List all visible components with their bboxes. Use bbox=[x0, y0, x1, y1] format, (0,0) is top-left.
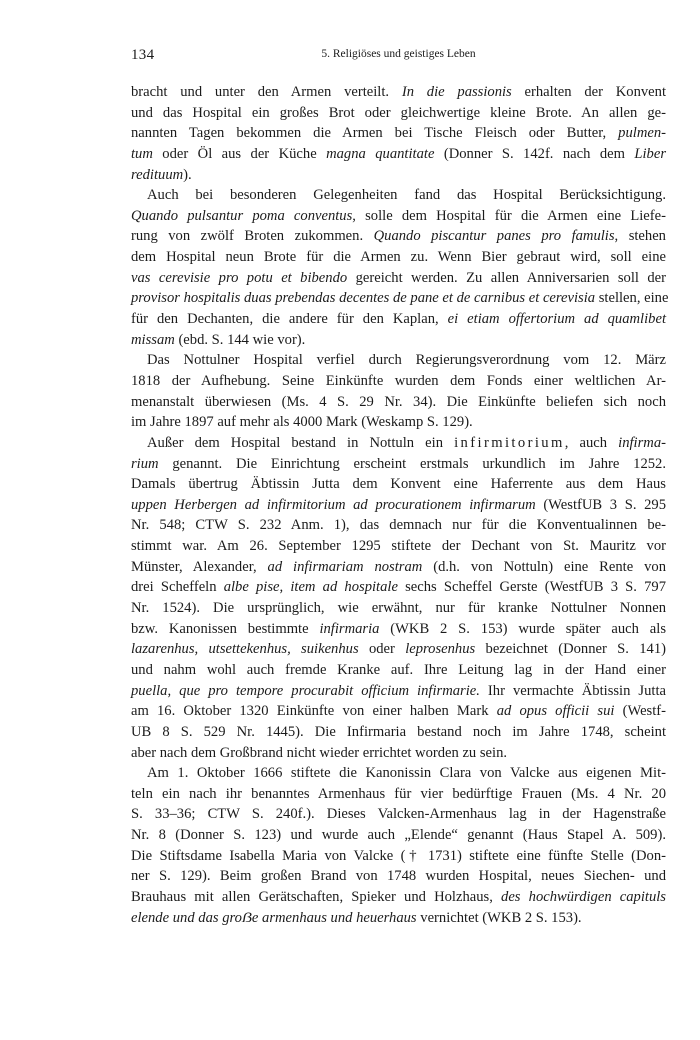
latin-phrase: tum bbox=[131, 145, 153, 162]
text-segment: Am 1. Oktober 1666 stiftete die Kanonissin Clara von Valcke aus eigenen Mit- bbox=[147, 765, 666, 782]
latin-phrase: puella, que pro tempore procurabit officium infirmarie. bbox=[131, 682, 480, 699]
latin-phrase: elende und das groẞe armenhaus und heuerhaus bbox=[131, 909, 417, 926]
text-line bbox=[131, 701, 666, 722]
text-line bbox=[131, 288, 669, 309]
text-segment: Nr. 548; CTW S. 232 Anm. 1), das demnach nur für die Konventualinnen be- bbox=[131, 517, 666, 534]
latin-phrase: magna quantitate bbox=[326, 145, 435, 162]
text-segment: S. 33–36; CTW S. 240f.). Dieses Valcken-Armenhaus lag in der Hagenstraße bbox=[131, 806, 666, 823]
text-segment: Nr. 1524). Die ursprünglich, wie erwähnt, nur für kranke Nottulner Nonnen bbox=[131, 600, 666, 617]
text-segment: , solle dem Hospital für die Armen eine Liefe- bbox=[352, 207, 666, 224]
text-segment: Münster, Alexander, bbox=[131, 558, 268, 575]
text-segment: oder bbox=[358, 641, 406, 658]
text-line bbox=[131, 268, 666, 289]
text-line bbox=[131, 330, 666, 351]
text-segment: 1818 der Aufhebung. Seine Einkünfte wurden dem Fonds einer weltlichen Ar- bbox=[131, 372, 666, 389]
body-text bbox=[131, 82, 669, 928]
text-line bbox=[131, 454, 666, 475]
text-segment: rung von zwölf Broten zukommen. bbox=[131, 228, 374, 245]
text-segment: Auch bei besonderen Gelegenheiten fand das Hospital Berücksichtigung. bbox=[147, 187, 666, 204]
text-segment: gereicht werden. Zu allen Anniversarien soll der bbox=[347, 269, 666, 286]
text-line bbox=[131, 103, 666, 124]
text-segment: (WestfUB 3 S. 295 bbox=[535, 496, 666, 513]
text-line bbox=[131, 433, 666, 454]
text-line bbox=[131, 412, 666, 433]
latin-phrase: pulmen- bbox=[618, 125, 666, 142]
text-segment: teln ein nach ihr benanntes Armenhaus für vier bedürftige Frauen (Ms. 4 Nr. 20 bbox=[131, 785, 666, 802]
text-line bbox=[131, 206, 666, 227]
text-line bbox=[131, 185, 666, 206]
text-segment: und das Hospital ein großes Brot oder gleichwertige kleine Brote. An allen ge- bbox=[131, 104, 666, 121]
text-line bbox=[131, 123, 666, 144]
text-segment: (d.h. von Nottuln) eine Rente von bbox=[422, 558, 666, 575]
text-segment: UB 8 S. 529 Nr. 1445). Die Infirmaria bestand noch im Jahre 1748, scheint bbox=[131, 723, 666, 740]
text-line bbox=[131, 495, 666, 516]
text-line bbox=[131, 309, 666, 330]
text-line bbox=[131, 887, 666, 908]
text-segment: am 16. Oktober 1320 Einkünfte von einer halben Mark bbox=[131, 703, 497, 720]
latin-phrase: des hochwürdigen capituls bbox=[501, 888, 666, 905]
text-segment: (Donner S. 142f. nach dem bbox=[434, 145, 635, 162]
text-segment: Brauhaus mit allen Gerätschaften, Spieker und Holzhaus, bbox=[131, 888, 502, 905]
text-segment: vernichtet (WKB 2 S. 153). bbox=[416, 909, 582, 926]
text-segment: , stehen bbox=[614, 228, 666, 245]
latin-phrase: infirmaria bbox=[319, 620, 380, 637]
text-segment: erhalten der Konvent bbox=[511, 84, 667, 100]
text-line bbox=[131, 557, 666, 578]
text-line bbox=[131, 371, 666, 392]
text-segment: (Westf- bbox=[614, 703, 666, 720]
text-segment: stimmt war. Am 26. September 1295 stiftete der Dechant von St. Mauritz vor bbox=[131, 538, 666, 555]
text-line bbox=[131, 392, 666, 413]
text-segment: Außer dem Hospital bestand in Nottuln ein bbox=[147, 434, 455, 451]
text-line bbox=[131, 474, 666, 495]
latin-phrase: lazarenhus, utsettekenhus, suikenhus bbox=[131, 641, 359, 658]
text-line bbox=[131, 165, 666, 186]
text-segment: oder Öl aus der Küche bbox=[152, 145, 327, 162]
text-line bbox=[131, 82, 666, 103]
latin-phrase: ad infirmariam nostram bbox=[267, 558, 423, 575]
text-segment: bzw. Kanonissen bestimmte bbox=[131, 620, 320, 637]
latin-phrase: ei etiam offertorium ad quamlibet bbox=[447, 311, 666, 328]
text-segment: bracht und unter den Armen verteilt. bbox=[131, 84, 402, 100]
latin-phrase: leprosenhus bbox=[405, 641, 476, 658]
text-segment: (WKB 2 S. 153) wurde später auch als bbox=[379, 620, 666, 637]
text-line bbox=[131, 247, 666, 268]
text-line bbox=[131, 804, 666, 825]
text-line bbox=[131, 577, 666, 598]
running-title: 5. Religiöses und geistiges Leben bbox=[321, 48, 476, 60]
text-segment: Das Nottulner Hospital verfiel durch Regierungsverordnung vom 12. März bbox=[147, 352, 666, 369]
page-number: 134 bbox=[131, 47, 155, 63]
text-line bbox=[131, 536, 666, 557]
text-line bbox=[131, 763, 666, 784]
text-segment: Ihr vermachte Äbtissin Jutta bbox=[479, 682, 666, 699]
text-segment: für den Dechanten, die andere für den Kaplan, bbox=[131, 311, 448, 328]
text-line bbox=[131, 144, 666, 165]
text-segment: dem Hospital neun Brote für die Armen zu. Wenn Bier gebraut wird, soll eine bbox=[131, 249, 666, 266]
text-line bbox=[131, 639, 666, 660]
text-segment: stellen, eine bbox=[595, 290, 669, 307]
text-segment: (ebd. S. 144 wie vor). bbox=[174, 331, 306, 348]
latin-phrase: Quando pulsantur poma conventus bbox=[131, 207, 353, 224]
text-line bbox=[131, 515, 666, 536]
latin-phrase: infirma- bbox=[618, 434, 666, 451]
text-line bbox=[131, 681, 666, 702]
text-segment: und nahm wohl auch fremde Kranke auf. Ihre Leitung lag in der Hand einer bbox=[131, 661, 666, 678]
text-line bbox=[131, 784, 666, 805]
latin-phrase: rium bbox=[131, 455, 159, 472]
text-segment: , auch bbox=[564, 434, 619, 451]
latin-phrase: uppen Herbergen ad infirmitorium ad procurationem infirmarum bbox=[131, 496, 536, 513]
text-line bbox=[131, 825, 666, 846]
text-line bbox=[131, 350, 666, 371]
text-line bbox=[131, 660, 666, 681]
latin-phrase: provisor hospitalis duas prebendas decentes de pane et de carnibus et cerevisia bbox=[131, 290, 596, 307]
latin-phrase: vas cerevisie pro potu et bibendo bbox=[131, 269, 348, 286]
text-segment: infirmitorium bbox=[454, 434, 565, 451]
text-line bbox=[131, 743, 666, 764]
text-line bbox=[131, 908, 666, 929]
text-line bbox=[131, 598, 666, 619]
latin-phrase: albe pise, item ad hospitale bbox=[223, 579, 398, 596]
latin-phrase: In die passionis bbox=[401, 84, 512, 100]
text-segment: ). bbox=[183, 166, 192, 183]
text-segment: Damals übertrug Äbtissin Jutta dem Konvent eine Haferrente aus dem Haus bbox=[131, 476, 666, 493]
text-segment: drei Scheffeln bbox=[131, 579, 224, 596]
text-segment: sechs Scheffel Gerste (WestfUB 3 S. 797 bbox=[397, 579, 667, 596]
latin-phrase: ad opus officii sui bbox=[496, 703, 615, 720]
page-header bbox=[131, 47, 666, 67]
text-segment: im Jahre 1897 auf mehr als 4000 Mark (Weskamp S. 129). bbox=[131, 414, 473, 431]
text-segment: Die Stiftsdame Isabella Maria von Valcke († 1731) stiftete eine fünfte Stelle (Don- bbox=[131, 847, 666, 864]
latin-phrase: redituum bbox=[131, 166, 184, 183]
text-segment: aber nach dem Großbrand nicht wieder errichtet worden zu sein. bbox=[131, 744, 508, 761]
text-line bbox=[131, 619, 666, 640]
latin-phrase: missam bbox=[131, 331, 175, 348]
text-segment: bezeichnet (Donner S. 141) bbox=[475, 641, 666, 658]
text-line bbox=[131, 866, 666, 887]
latin-phrase: Quando piscantur panes pro famulis bbox=[373, 228, 615, 245]
text-segment: Nr. 8 (Donner S. 123) und wurde auch „Elende“ genannt (Haus Stapel A. 509). bbox=[131, 827, 666, 844]
text-line bbox=[131, 226, 666, 247]
text-segment: nannten Tagen bekommen die Armen bei Tische Fleisch oder Butter, bbox=[131, 125, 619, 142]
text-segment: ner S. 129). Beim großen Brand von 1748 wurden Hospital, neues Siechen- und bbox=[131, 868, 666, 885]
text-segment: menanstalt überwiesen (Ms. 4 S. 29 Nr. 34). Die Einkünfte beliefen sich noch bbox=[131, 393, 666, 410]
text-segment: genannt. Die Einrichtung erscheint erstmals urkundlich im Jahre 1252. bbox=[158, 455, 666, 472]
text-line bbox=[131, 846, 666, 867]
text-line bbox=[131, 722, 666, 743]
latin-phrase: Liber bbox=[634, 145, 667, 162]
